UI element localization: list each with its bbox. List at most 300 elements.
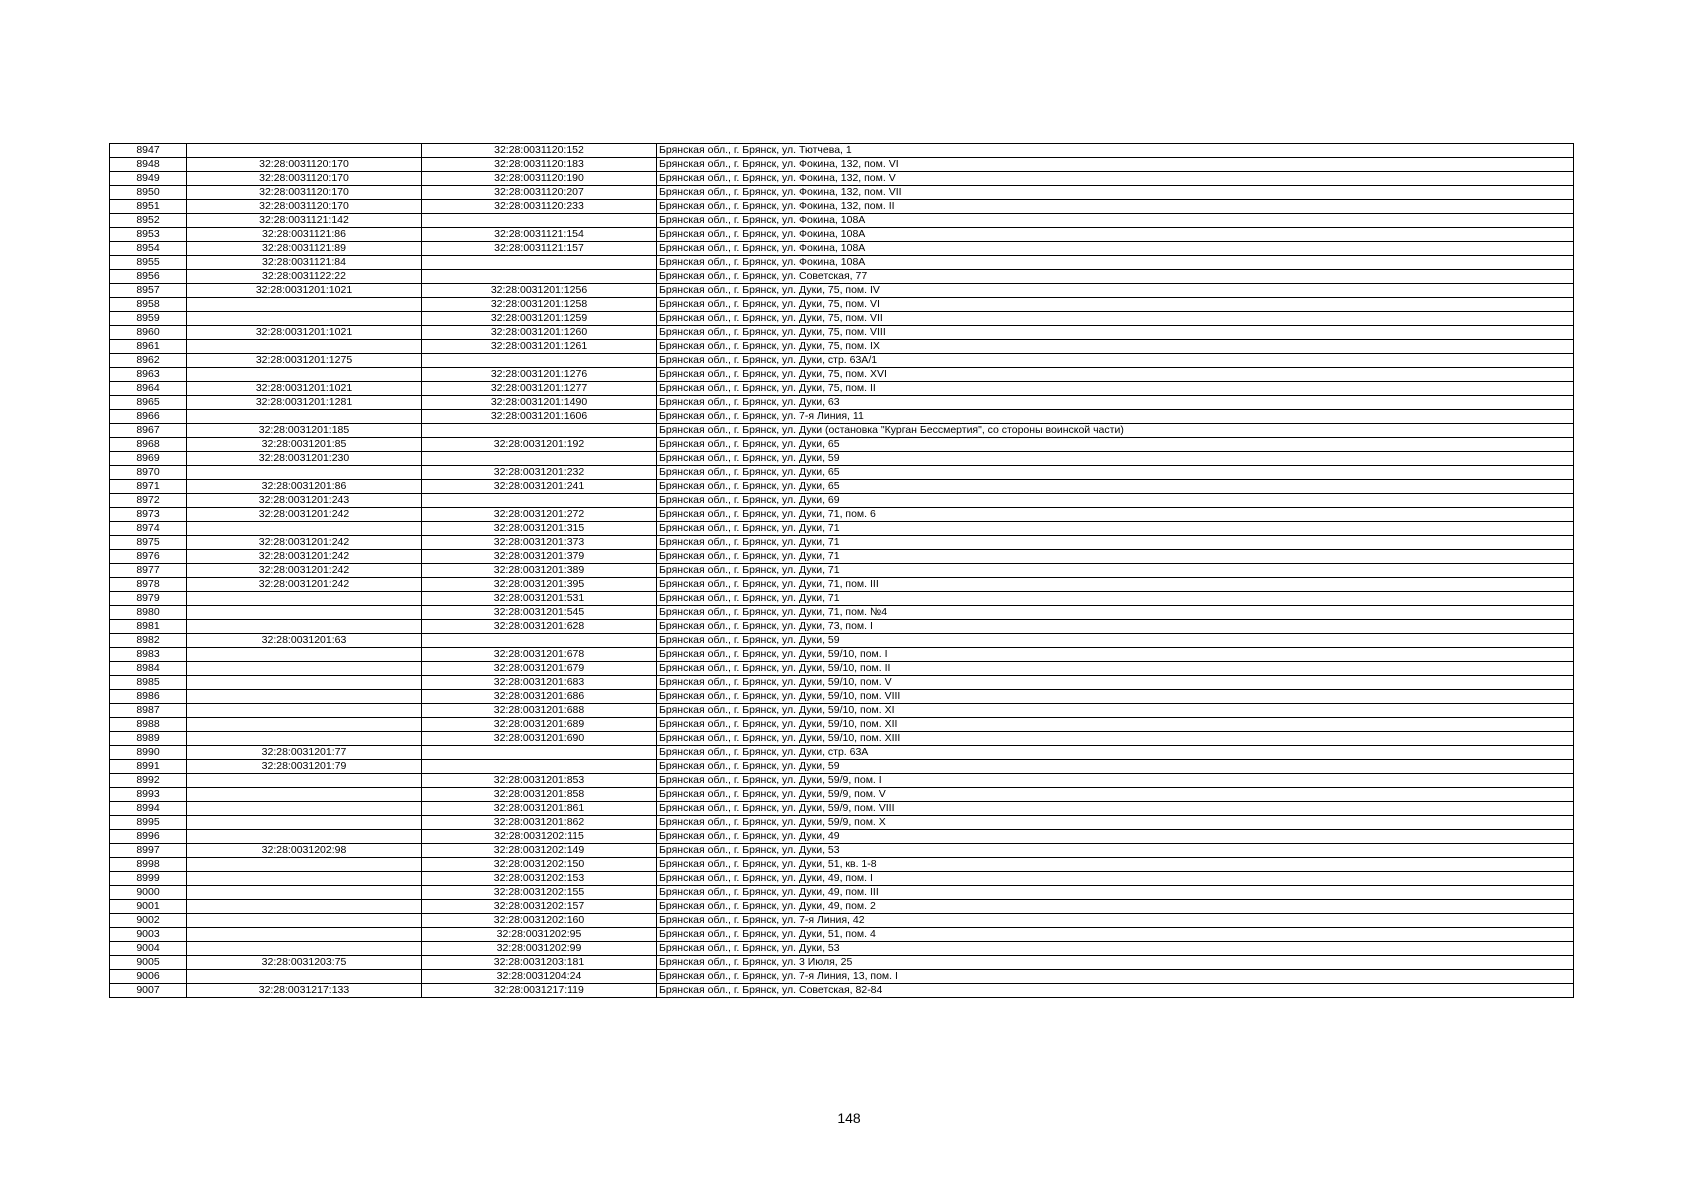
row-number-cell: 8984 [110,662,187,676]
table-row [110,214,1574,228]
cadastral-number-cell: 32:28:0031204:24 [422,970,657,984]
row-number-cell: 8975 [110,536,187,550]
table-row [110,606,1574,620]
parent-cadastral-number-cell [187,690,422,704]
cadastral-number-cell: 32:28:0031201:686 [422,690,657,704]
parent-cadastral-number-cell: 32:28:0031217:133 [187,984,422,998]
table-row [110,816,1574,830]
address-cell: Брянская обл., г. Брянск, ул. Фокина, 132, пом. V [657,172,1574,186]
table-row [110,620,1574,634]
row-number-cell: 8966 [110,410,187,424]
row-number-cell: 8978 [110,578,187,592]
table-row [110,732,1574,746]
table-row [110,326,1574,340]
parent-cadastral-number-cell [187,144,422,158]
row-number-cell: 8959 [110,312,187,326]
cadastral-number-cell: 32:28:0031201:861 [422,802,657,816]
address-cell: Брянская обл., г. Брянск, ул. Советская, 82-84 [657,984,1574,998]
address-cell: Брянская обл., г. Брянск, ул. Дуки, 59/10, пом. II [657,662,1574,676]
table-row [110,858,1574,872]
cadastral-number-cell: 32:28:0031201:1490 [422,396,657,410]
table-row [110,256,1574,270]
row-number-cell: 8988 [110,718,187,732]
cadastral-number-cell: 32:28:0031120:207 [422,186,657,200]
address-cell: Брянская обл., г. Брянск, ул. Дуки, 59 [657,760,1574,774]
row-number-cell: 8995 [110,816,187,830]
row-number-cell: 8962 [110,354,187,368]
cadastral-number-cell: 32:28:0031201:373 [422,536,657,550]
address-cell: Брянская обл., г. Брянск, ул. Фокина, 108А [657,214,1574,228]
parent-cadastral-number-cell: 32:28:0031120:170 [187,172,422,186]
cadastral-number-cell: 32:28:0031201:389 [422,564,657,578]
parent-cadastral-number-cell [187,620,422,634]
address-cell: Брянская обл., г. Брянск, ул. Дуки, 59/10, пом. VIII [657,690,1574,704]
row-number-cell: 8955 [110,256,187,270]
parent-cadastral-number-cell [187,774,422,788]
parent-cadastral-number-cell: 32:28:0031121:142 [187,214,422,228]
parent-cadastral-number-cell: 32:28:0031201:1281 [187,396,422,410]
cadastral-number-cell: 32:28:0031201:862 [422,816,657,830]
parent-cadastral-number-cell: 32:28:0031202:98 [187,844,422,858]
cadastral-number-cell: 32:28:0031201:628 [422,620,657,634]
cadastral-number-cell: 32:28:0031202:95 [422,928,657,942]
address-cell: Брянская обл., г. Брянск, ул. 7-я Линия, 11 [657,410,1574,424]
row-number-cell: 9006 [110,970,187,984]
table-row [110,830,1574,844]
table-row [110,578,1574,592]
parent-cadastral-number-cell: 32:28:0031201:1275 [187,354,422,368]
cadastral-number-cell: 32:28:0031202:149 [422,844,657,858]
parent-cadastral-number-cell [187,914,422,928]
parent-cadastral-number-cell [187,648,422,662]
row-number-cell: 8981 [110,620,187,634]
address-cell: Брянская обл., г. Брянск, ул. Дуки, стр. 63А [657,746,1574,760]
table-row [110,508,1574,522]
row-number-cell: 8970 [110,466,187,480]
cadastral-number-cell: 32:28:0031201:1606 [422,410,657,424]
cadastral-number-cell: 32:28:0031201:315 [422,522,657,536]
address-cell: Брянская обл., г. Брянск, ул. Тютчева, 1 [657,144,1574,158]
parent-cadastral-number-cell: 32:28:0031201:242 [187,508,422,522]
row-number-cell: 8998 [110,858,187,872]
address-cell: Брянская обл., г. Брянск, ул. Дуки, 71, пом. 6 [657,508,1574,522]
parent-cadastral-number-cell: 32:28:0031122:22 [187,270,422,284]
cadastral-number-cell: 32:28:0031201:683 [422,676,657,690]
row-number-cell: 8963 [110,368,187,382]
cadastral-number-cell: 32:28:0031201:678 [422,648,657,662]
cadastral-number-cell: 32:28:0031201:1258 [422,298,657,312]
address-cell: Брянская обл., г. Брянск, ул. Дуки, 59/10, пом. V [657,676,1574,690]
cadastral-number-cell [422,214,657,228]
table-row [110,200,1574,214]
address-cell: Брянская обл., г. Брянск, ул. Дуки, 51, кв. 1-8 [657,858,1574,872]
row-number-cell: 8977 [110,564,187,578]
row-number-cell: 8956 [110,270,187,284]
parent-cadastral-number-cell [187,942,422,956]
parent-cadastral-number-cell [187,704,422,718]
address-cell: Брянская обл., г. Брянск, ул. Дуки, 71 [657,592,1574,606]
address-cell: Брянская обл., г. Брянск, ул. Дуки, 71 [657,536,1574,550]
row-number-cell: 9003 [110,928,187,942]
parent-cadastral-number-cell [187,830,422,844]
cadastral-number-cell: 32:28:0031201:395 [422,578,657,592]
parent-cadastral-number-cell: 32:28:0031201:243 [187,494,422,508]
table-row [110,368,1574,382]
row-number-cell: 8960 [110,326,187,340]
table-row [110,354,1574,368]
address-cell: Брянская обл., г. Брянск, ул. Дуки, 59/10, пом. XI [657,704,1574,718]
parent-cadastral-number-cell [187,522,422,536]
table-row [110,914,1574,928]
parent-cadastral-number-cell [187,312,422,326]
page-number: 148 [837,1110,861,1126]
row-number-cell: 8991 [110,760,187,774]
row-number-cell: 8979 [110,592,187,606]
cadastral-number-cell: 32:28:0031201:688 [422,704,657,718]
address-cell: Брянская обл., г. Брянск, ул. 7-я Линия, 42 [657,914,1574,928]
table-row [110,704,1574,718]
table-row [110,676,1574,690]
row-number-cell: 8974 [110,522,187,536]
table-row [110,956,1574,970]
table-row [110,928,1574,942]
row-number-cell: 8973 [110,508,187,522]
address-cell: Брянская обл., г. Брянск, ул. Дуки, 71 [657,522,1574,536]
cadastral-number-cell: 32:28:0031201:272 [422,508,657,522]
parent-cadastral-number-cell [187,676,422,690]
address-cell: Брянская обл., г. Брянск, ул. Дуки, 49 [657,830,1574,844]
address-cell: Брянская обл., г. Брянск, ул. Дуки, 75, пом. XVI [657,368,1574,382]
table-row [110,970,1574,984]
row-number-cell: 8987 [110,704,187,718]
table-row [110,340,1574,354]
row-number-cell: 8999 [110,872,187,886]
row-number-cell: 8997 [110,844,187,858]
address-cell: Брянская обл., г. Брянск, ул. Дуки, 71, пом. №4 [657,606,1574,620]
row-number-cell: 8986 [110,690,187,704]
cadastral-number-cell [422,354,657,368]
table-row [110,984,1574,998]
address-cell: Брянская обл., г. Брянск, ул. Фокина, 132, пом. VII [657,186,1574,200]
address-cell: Брянская обл., г. Брянск, ул. Дуки, 75, пом. IX [657,340,1574,354]
address-cell: Брянская обл., г. Брянск, ул. Дуки, 49, пом. I [657,872,1574,886]
row-number-cell: 8954 [110,242,187,256]
table-row [110,564,1574,578]
address-cell: Брянская обл., г. Брянск, ул. Дуки, 73, пом. I [657,620,1574,634]
address-cell: Брянская обл., г. Брянск, ул. Дуки, 65 [657,466,1574,480]
cadastral-number-cell: 32:28:0031120:233 [422,200,657,214]
address-cell: Брянская обл., г. Брянск, ул. Дуки, 65 [657,480,1574,494]
table-row [110,648,1574,662]
address-cell: Брянская обл., г. Брянск, ул. Дуки, 53 [657,942,1574,956]
cadastral-number-cell: 32:28:0031201:232 [422,466,657,480]
parent-cadastral-number-cell [187,788,422,802]
row-number-cell: 8947 [110,144,187,158]
row-number-cell: 8965 [110,396,187,410]
parent-cadastral-number-cell: 32:28:0031121:89 [187,242,422,256]
address-cell: Брянская обл., г. Брянск, ул. Дуки, 69 [657,494,1574,508]
table-row [110,690,1574,704]
cadastral-number-cell: 32:28:0031201:192 [422,438,657,452]
address-cell: Брянская обл., г. Брянск, ул. Дуки, 51, пом. 4 [657,928,1574,942]
cadastral-number-cell [422,494,657,508]
row-number-cell: 8961 [110,340,187,354]
parent-cadastral-number-cell [187,886,422,900]
table-row [110,536,1574,550]
table-row [110,284,1574,298]
parent-cadastral-number-cell [187,872,422,886]
address-cell: Брянская обл., г. Брянск, ул. Дуки, 59 [657,452,1574,466]
cadastral-table [109,143,1574,998]
address-cell: Брянская обл., г. Брянск, ул. Дуки, 75, пом. VI [657,298,1574,312]
cadastral-number-cell: 32:28:0031202:153 [422,872,657,886]
cadastral-number-cell: 32:28:0031203:181 [422,956,657,970]
table-row [110,942,1574,956]
address-cell: Брянская обл., г. Брянск, ул. Дуки, 75, пом. IV [657,284,1574,298]
parent-cadastral-number-cell [187,606,422,620]
row-number-cell: 9007 [110,984,187,998]
table-row [110,298,1574,312]
address-cell: Брянская обл., г. Брянск, ул. Дуки, 59 [657,634,1574,648]
parent-cadastral-number-cell: 32:28:0031121:84 [187,256,422,270]
cadastral-number-cell [422,634,657,648]
table-row [110,592,1574,606]
address-cell: Брянская обл., г. Брянск, ул. Дуки, 71, пом. III [657,578,1574,592]
table-row [110,746,1574,760]
address-cell: Брянская обл., г. Брянск, ул. Дуки, 59/10, пом. XIII [657,732,1574,746]
parent-cadastral-number-cell: 32:28:0031201:242 [187,564,422,578]
row-number-cell: 8993 [110,788,187,802]
table-row [110,228,1574,242]
row-number-cell: 8983 [110,648,187,662]
row-number-cell: 8971 [110,480,187,494]
address-cell: Брянская обл., г. Брянск, ул. Дуки, 49, пом. III [657,886,1574,900]
address-cell: Брянская обл., г. Брянск, ул. Дуки, 71 [657,550,1574,564]
cadastral-number-cell [422,256,657,270]
cadastral-number-cell: 32:28:0031201:1277 [422,382,657,396]
row-number-cell: 8990 [110,746,187,760]
parent-cadastral-number-cell [187,340,422,354]
address-cell: Брянская обл., г. Брянск, ул. Советская, 77 [657,270,1574,284]
row-number-cell: 8969 [110,452,187,466]
table-row [110,438,1574,452]
cadastral-number-cell [422,746,657,760]
address-cell: Брянская обл., г. Брянск, ул. Фокина, 108А [657,242,1574,256]
parent-cadastral-number-cell: 32:28:0031201:185 [187,424,422,438]
cadastral-number-cell: 32:28:0031121:154 [422,228,657,242]
cadastral-number-cell: 32:28:0031120:183 [422,158,657,172]
table-row [110,186,1574,200]
row-number-cell: 8951 [110,200,187,214]
address-cell: Брянская обл., г. Брянск, ул. 7-я Линия, 13, пом. I [657,970,1574,984]
cadastral-number-cell [422,270,657,284]
row-number-cell: 8948 [110,158,187,172]
table-row [110,844,1574,858]
address-cell: Брянская обл., г. Брянск, ул. Дуки, 71 [657,564,1574,578]
table-row [110,760,1574,774]
cadastral-number-cell [422,760,657,774]
cadastral-number-cell: 32:28:0031201:545 [422,606,657,620]
address-cell: Брянская обл., г. Брянск, ул. Дуки, 65 [657,438,1574,452]
row-number-cell: 9004 [110,942,187,956]
table-row [110,480,1574,494]
parent-cadastral-number-cell: 32:28:0031201:63 [187,634,422,648]
cadastral-number-cell: 32:28:0031217:119 [422,984,657,998]
row-number-cell: 8989 [110,732,187,746]
table-row [110,522,1574,536]
parent-cadastral-number-cell [187,662,422,676]
cadastral-number-cell: 32:28:0031201:679 [422,662,657,676]
address-cell: Брянская обл., г. Брянск, ул. Дуки (остановка "Курган Бессмертия", со стороны воинской части) [657,424,1574,438]
parent-cadastral-number-cell [187,858,422,872]
row-number-cell: 8982 [110,634,187,648]
cadastral-number-cell: 32:28:0031201:1276 [422,368,657,382]
table-row [110,382,1574,396]
cadastral-number-cell: 32:28:0031201:689 [422,718,657,732]
cadastral-number-cell: 32:28:0031201:531 [422,592,657,606]
table-row [110,242,1574,256]
row-number-cell: 9002 [110,914,187,928]
cadastral-number-cell: 32:28:0031202:115 [422,830,657,844]
address-cell: Брянская обл., г. Брянск, ул. Дуки, стр. 63А/1 [657,354,1574,368]
row-number-cell: 8976 [110,550,187,564]
table-row [110,802,1574,816]
cadastral-number-cell: 32:28:0031201:1260 [422,326,657,340]
parent-cadastral-number-cell: 32:28:0031201:79 [187,760,422,774]
table-row [110,886,1574,900]
cadastral-number-cell: 32:28:0031201:858 [422,788,657,802]
row-number-cell: 8980 [110,606,187,620]
address-cell: Брянская обл., г. Брянск, ул. Фокина, 108А [657,256,1574,270]
parent-cadastral-number-cell: 32:28:0031120:170 [187,186,422,200]
row-number-cell: 9001 [110,900,187,914]
address-cell: Брянская обл., г. Брянск, ул. Дуки, 75, пом. VII [657,312,1574,326]
table-body [110,144,1574,998]
table-row [110,466,1574,480]
parent-cadastral-number-cell: 32:28:0031121:86 [187,228,422,242]
parent-cadastral-number-cell: 32:28:0031201:230 [187,452,422,466]
parent-cadastral-number-cell [187,732,422,746]
table-row [110,662,1574,676]
parent-cadastral-number-cell [187,718,422,732]
table-row [110,872,1574,886]
row-number-cell: 9005 [110,956,187,970]
row-number-cell: 8957 [110,284,187,298]
cadastral-number-cell: 32:28:0031202:150 [422,858,657,872]
parent-cadastral-number-cell [187,970,422,984]
parent-cadastral-number-cell [187,928,422,942]
cadastral-number-cell [422,424,657,438]
address-cell: Брянская обл., г. Брянск, ул. Фокина, 132, пом. II [657,200,1574,214]
table-row [110,410,1574,424]
parent-cadastral-number-cell: 32:28:0031201:242 [187,536,422,550]
parent-cadastral-number-cell: 32:28:0031203:75 [187,956,422,970]
address-cell: Брянская обл., г. Брянск, ул. Дуки, 59/10, пом. XII [657,718,1574,732]
row-number-cell: 8950 [110,186,187,200]
row-number-cell: 8985 [110,676,187,690]
parent-cadastral-number-cell: 32:28:0031201:1021 [187,326,422,340]
address-cell: Брянская обл., г. Брянск, ул. Фокина, 132, пом. VI [657,158,1574,172]
row-number-cell: 8992 [110,774,187,788]
cadastral-number-cell: 32:28:0031121:157 [422,242,657,256]
table-row [110,550,1574,564]
row-number-cell: 8952 [110,214,187,228]
address-cell: Брянская обл., г. Брянск, ул. Дуки, 63 [657,396,1574,410]
address-cell: Брянская обл., г. Брянск, ул. Дуки, 59/9, пом. X [657,816,1574,830]
row-number-cell: 8994 [110,802,187,816]
cadastral-number-cell: 32:28:0031201:379 [422,550,657,564]
parent-cadastral-number-cell: 32:28:0031201:242 [187,578,422,592]
table-row [110,396,1574,410]
row-number-cell: 9000 [110,886,187,900]
address-cell: Брянская обл., г. Брянск, ул. Дуки, 59/9, пом. I [657,774,1574,788]
table-row [110,900,1574,914]
row-number-cell: 8953 [110,228,187,242]
cadastral-number-cell: 32:28:0031201:1259 [422,312,657,326]
cadastral-number-cell: 32:28:0031201:690 [422,732,657,746]
parent-cadastral-number-cell [187,410,422,424]
table-row [110,144,1574,158]
cadastral-number-cell: 32:28:0031201:853 [422,774,657,788]
row-number-cell: 8972 [110,494,187,508]
row-number-cell: 8964 [110,382,187,396]
cadastral-number-cell [422,452,657,466]
table-row [110,312,1574,326]
parent-cadastral-number-cell: 32:28:0031201:77 [187,746,422,760]
address-cell: Брянская обл., г. Брянск, ул. Дуки, 49, пом. 2 [657,900,1574,914]
parent-cadastral-number-cell [187,816,422,830]
parent-cadastral-number-cell [187,802,422,816]
parent-cadastral-number-cell: 32:28:0031201:85 [187,438,422,452]
cadastral-number-cell: 32:28:0031201:241 [422,480,657,494]
parent-cadastral-number-cell [187,298,422,312]
parent-cadastral-number-cell [187,592,422,606]
table-row [110,452,1574,466]
table-row [110,788,1574,802]
parent-cadastral-number-cell: 32:28:0031201:86 [187,480,422,494]
cadastral-number-cell: 32:28:0031202:157 [422,900,657,914]
table-row [110,494,1574,508]
address-cell: Брянская обл., г. Брянск, ул. Дуки, 53 [657,844,1574,858]
table-row [110,424,1574,438]
address-cell: Брянская обл., г. Брянск, ул. Дуки, 59/10, пом. I [657,648,1574,662]
address-cell: Брянская обл., г. Брянск, ул. Дуки, 59/9, пом. VIII [657,802,1574,816]
table-row [110,172,1574,186]
table-row [110,718,1574,732]
parent-cadastral-number-cell: 32:28:0031201:242 [187,550,422,564]
parent-cadastral-number-cell: 32:28:0031120:170 [187,158,422,172]
parent-cadastral-number-cell: 32:28:0031201:1021 [187,382,422,396]
cadastral-number-cell: 32:28:0031202:99 [422,942,657,956]
cadastral-number-cell: 32:28:0031120:190 [422,172,657,186]
table-row [110,158,1574,172]
address-cell: Брянская обл., г. Брянск, ул. 3 Июля, 25 [657,956,1574,970]
address-cell: Брянская обл., г. Брянск, ул. Дуки, 59/9, пом. V [657,788,1574,802]
address-cell: Брянская обл., г. Брянск, ул. Фокина, 108А [657,228,1574,242]
table-row [110,774,1574,788]
cadastral-number-cell: 32:28:0031202:155 [422,886,657,900]
cadastral-number-cell: 32:28:0031202:160 [422,914,657,928]
row-number-cell: 8968 [110,438,187,452]
cadastral-number-cell: 32:28:0031201:1261 [422,340,657,354]
row-number-cell: 8967 [110,424,187,438]
row-number-cell: 8949 [110,172,187,186]
parent-cadastral-number-cell [187,368,422,382]
parent-cadastral-number-cell: 32:28:0031120:170 [187,200,422,214]
cadastral-number-cell: 32:28:0031201:1256 [422,284,657,298]
cadastral-number-cell: 32:28:0031120:152 [422,144,657,158]
address-cell: Брянская обл., г. Брянск, ул. Дуки, 75, пом. II [657,382,1574,396]
